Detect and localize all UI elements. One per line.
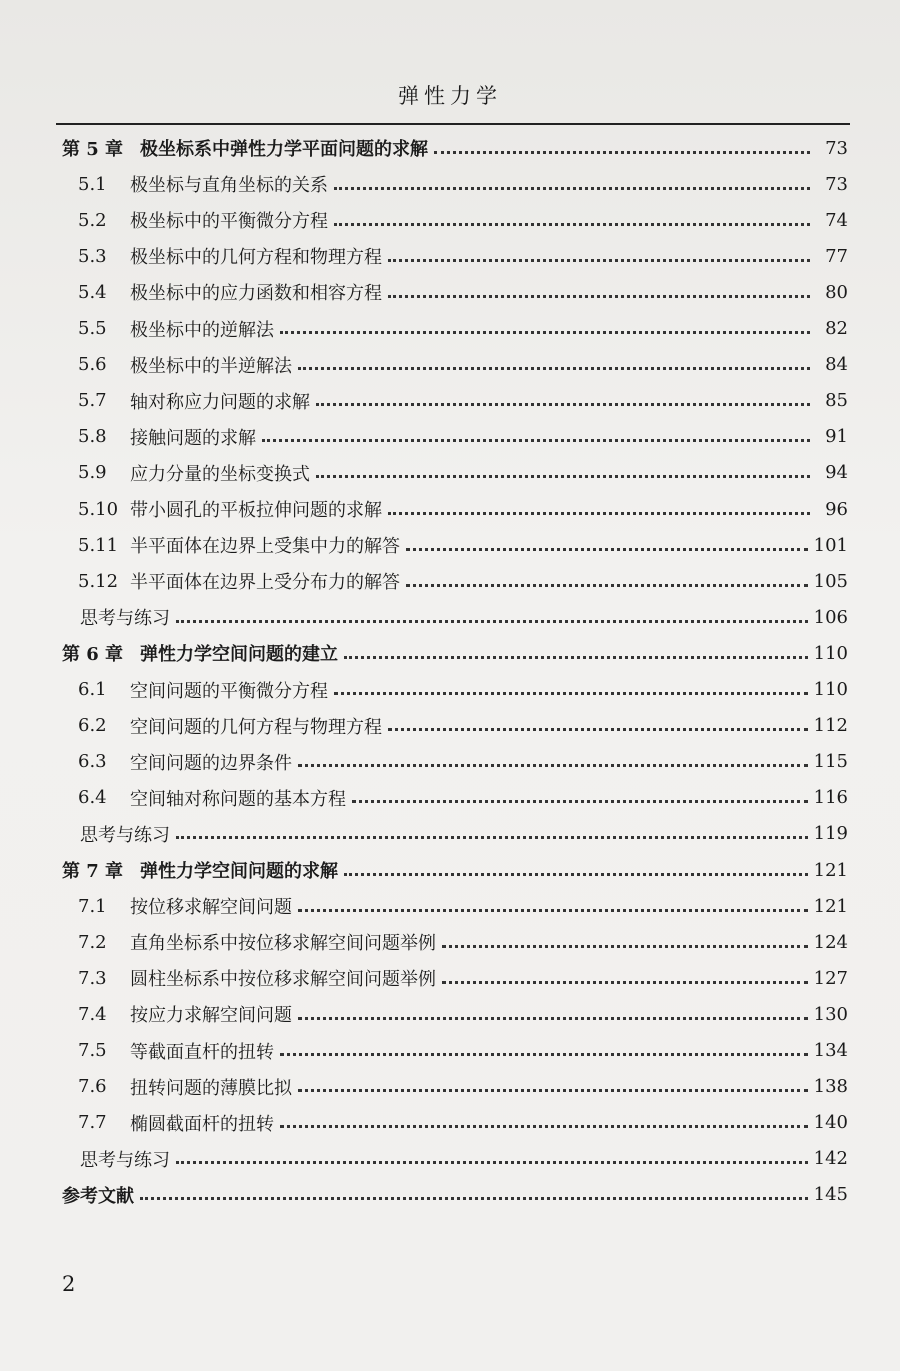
toc-entry-page: 115 xyxy=(813,751,848,773)
toc-entry-page: 91 xyxy=(825,426,848,448)
dot-leader xyxy=(298,764,808,767)
toc-entry-page: 116 xyxy=(813,787,848,809)
dot-leader xyxy=(352,800,808,803)
toc-section-row xyxy=(78,672,848,708)
toc-entry-number: 6.4 xyxy=(78,787,107,809)
toc-chapter-row xyxy=(62,635,848,671)
toc-exercise-row xyxy=(80,816,848,852)
dot-leader xyxy=(262,439,810,442)
toc-entry-page: 77 xyxy=(825,245,848,267)
toc-entry-title: 半平面体在边界上受集中力的解答 xyxy=(130,536,400,558)
toc-section-row xyxy=(78,744,848,780)
toc-entry-page: 73 xyxy=(825,137,848,159)
toc-section-row xyxy=(78,202,848,238)
toc-chapter-row xyxy=(62,852,848,888)
toc-entry-title: 思考与练习 xyxy=(80,824,170,846)
toc-entry-page: 73 xyxy=(825,173,848,195)
toc-entry-number: 5.3 xyxy=(78,245,107,267)
toc-section-row xyxy=(78,888,848,924)
toc-entry-page: 101 xyxy=(813,534,848,556)
dot-leader xyxy=(316,403,810,406)
toc-section-row xyxy=(78,455,848,491)
toc-section-row xyxy=(78,996,848,1032)
toc-entry-number: 7.3 xyxy=(78,967,107,989)
toc-entry-number: 7.6 xyxy=(78,1076,107,1098)
toc-entry-page: 110 xyxy=(813,642,848,664)
toc-section-row xyxy=(78,274,848,310)
toc-entry-page: 142 xyxy=(813,1148,848,1170)
toc-section-row xyxy=(78,960,848,996)
toc-entry-title: 空间问题的边界条件 xyxy=(130,752,292,774)
toc-entry-title: 弹性力学空间问题的求解 xyxy=(140,861,338,882)
toc-entry-title: 极坐标中的平衡微分方程 xyxy=(130,211,328,233)
dot-leader xyxy=(344,656,808,659)
toc-entry-title: 空间轴对称问题的基本方程 xyxy=(130,788,346,810)
toc-entry-number: 第 6 章 xyxy=(62,644,124,666)
toc-entry-page: 145 xyxy=(813,1184,848,1206)
toc-entry-title: 带小圆孔的平板拉伸问题的求解 xyxy=(130,500,382,521)
dot-leader xyxy=(442,945,808,948)
toc-entry-page: 112 xyxy=(813,715,848,737)
dot-leader xyxy=(334,187,810,190)
toc-entry-title: 椭圆截面杆的扭转 xyxy=(130,1113,274,1135)
toc-section-row xyxy=(78,491,848,527)
page-number: 2 xyxy=(62,1272,76,1296)
toc-entry-title: 半平面体在边界上受分布力的解答 xyxy=(130,572,400,594)
toc-entry-number: 5.2 xyxy=(78,209,107,231)
toc-entry-title: 应力分量的坐标变换式 xyxy=(130,463,310,485)
dot-leader xyxy=(176,836,808,839)
toc-entry-page: 138 xyxy=(813,1076,848,1098)
toc-entry-page: 82 xyxy=(825,318,848,339)
dot-leader xyxy=(334,692,808,695)
toc-entry-page: 80 xyxy=(825,281,848,303)
toc-entry-page: 124 xyxy=(813,931,848,953)
toc-entry-title: 圆柱坐标系中按位移求解空间问题举例 xyxy=(130,969,436,991)
dot-leader xyxy=(280,1125,808,1128)
toc-entry-number: 6.3 xyxy=(78,751,107,773)
toc-entry-title: 极坐标中的半逆解法 xyxy=(130,355,292,377)
toc-entry-number: 7.1 xyxy=(78,895,107,917)
toc-entry-page: 110 xyxy=(813,679,848,700)
dot-leader xyxy=(388,259,810,262)
toc-section-row xyxy=(78,527,848,563)
toc-entry-page: 74 xyxy=(825,209,848,231)
toc-entry-title: 扭转问题的薄膜比拟 xyxy=(130,1077,292,1099)
toc-entry-number: 5.11 xyxy=(78,534,119,556)
toc-entry-title: 极坐标与直角坐标的关系 xyxy=(130,175,328,197)
toc-exercise-row xyxy=(80,599,848,635)
toc-entry-number: 5.6 xyxy=(78,354,107,376)
toc-chapter-row xyxy=(62,130,848,166)
toc-entry-page: 94 xyxy=(825,462,848,484)
toc-entry-number: 5.1 xyxy=(78,173,107,195)
toc-section-row xyxy=(78,1033,848,1069)
running-head: 弹性力学 xyxy=(398,84,502,108)
toc-section-row xyxy=(78,780,848,816)
toc-exercise-row xyxy=(80,1141,848,1177)
toc-section-row xyxy=(78,419,848,455)
dot-leader xyxy=(442,981,808,984)
toc-entry-page: 140 xyxy=(813,1112,848,1134)
toc-entry-title: 参考文献 xyxy=(62,1185,134,1207)
toc-entry-title: 空间问题的几何方程与物理方程 xyxy=(130,716,382,738)
dot-leader xyxy=(298,1089,808,1092)
dot-leader xyxy=(434,151,810,154)
dot-leader xyxy=(298,367,810,370)
dot-leader xyxy=(388,728,808,731)
toc-entry-title: 弹性力学空间问题的建立 xyxy=(140,644,338,666)
dot-leader xyxy=(316,475,810,478)
toc-entry-title: 按应力求解空间问题 xyxy=(130,1005,292,1027)
toc-section-row xyxy=(78,563,848,599)
toc-entry-number: 第 5 章 xyxy=(62,139,124,160)
dot-leader xyxy=(298,1017,808,1020)
dot-leader xyxy=(344,873,808,876)
toc-section-row xyxy=(78,238,848,274)
toc-entry-title: 思考与练习 xyxy=(80,1149,170,1171)
toc-entry-page: 121 xyxy=(813,895,848,917)
dot-leader xyxy=(280,331,810,334)
toc-entry-page: 105 xyxy=(813,570,848,592)
dot-leader xyxy=(388,295,810,298)
toc-entry-number: 5.8 xyxy=(78,426,107,448)
toc-entry-title: 按位移求解空间问题 xyxy=(130,897,292,919)
toc-entry-title: 空间问题的平衡微分方程 xyxy=(130,680,328,702)
toc-section-row xyxy=(78,383,848,419)
toc-section-row xyxy=(78,311,848,347)
dot-leader xyxy=(298,909,808,912)
toc-entry-number: 5.5 xyxy=(78,318,107,339)
toc-entry-number: 7.4 xyxy=(78,1003,107,1025)
toc-section-row xyxy=(78,1069,848,1105)
header-rule xyxy=(56,123,850,125)
toc-entry-title: 直角坐标系中按位移求解空间问题举例 xyxy=(130,933,436,955)
toc-entry-title: 等截面直杆的扭转 xyxy=(130,1041,274,1063)
toc-entry-title: 轴对称应力问题的求解 xyxy=(130,391,310,413)
toc-entry-title: 极坐标中的逆解法 xyxy=(130,319,274,341)
dot-leader xyxy=(334,223,810,226)
toc-entry-title: 极坐标系中弹性力学平面问题的求解 xyxy=(140,139,428,160)
dot-leader xyxy=(176,1161,808,1164)
toc-entry-page: 130 xyxy=(813,1003,848,1025)
toc-section-row xyxy=(78,924,848,960)
dot-leader xyxy=(406,548,808,551)
toc-entry-page: 106 xyxy=(813,606,848,628)
dot-leader xyxy=(140,1197,808,1200)
toc-entry-number: 第 7 章 xyxy=(62,861,124,882)
toc-entry-page: 121 xyxy=(813,859,848,881)
toc-section-row xyxy=(78,347,848,383)
toc-entry-page: 134 xyxy=(813,1040,848,1061)
toc-entry-number: 5.9 xyxy=(78,462,107,484)
toc-entry-number: 7.7 xyxy=(78,1112,107,1134)
dot-leader xyxy=(280,1053,808,1056)
dot-leader xyxy=(176,620,808,623)
toc-section-row xyxy=(78,166,848,202)
toc-entry-page: 127 xyxy=(813,967,848,989)
toc-entry-number: 5.7 xyxy=(78,390,107,412)
toc-section-row xyxy=(78,708,848,744)
toc-entry-number: 5.12 xyxy=(78,570,119,592)
toc-entry-page: 84 xyxy=(825,354,848,376)
toc-entry-number: 5.4 xyxy=(78,281,107,303)
toc-entry-title: 极坐标中的几何方程和物理方程 xyxy=(130,247,382,269)
toc-chapter-row xyxy=(62,1177,848,1213)
toc-entry-page: 85 xyxy=(825,390,848,412)
dot-leader xyxy=(388,512,810,515)
toc-entry-title: 思考与练习 xyxy=(80,608,170,630)
toc-entry-number: 7.2 xyxy=(78,931,107,953)
toc-entry-page: 119 xyxy=(813,823,848,845)
toc-entry-number: 7.5 xyxy=(78,1040,107,1061)
dot-leader xyxy=(406,584,808,587)
toc-entry-number: 6.1 xyxy=(78,679,107,700)
toc-section-row xyxy=(78,1105,848,1141)
toc-entry-number: 6.2 xyxy=(78,715,107,737)
toc-entry-number: 5.10 xyxy=(78,498,119,520)
toc-entry-title: 接触问题的求解 xyxy=(130,427,256,449)
toc-entry-page: 96 xyxy=(825,498,848,520)
toc-entry-title: 极坐标中的应力函数和相容方程 xyxy=(130,283,382,305)
